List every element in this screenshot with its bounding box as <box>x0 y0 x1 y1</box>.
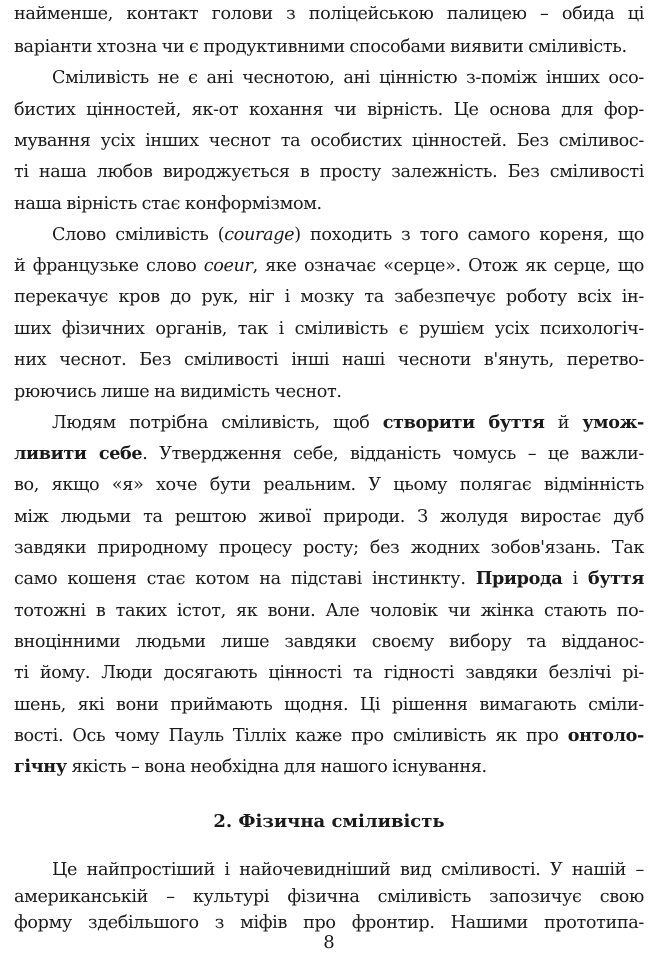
text-run: Людям потрібна сміливість, щоб <box>52 413 383 433</box>
text-line: перекачує кров до рук, ніг і мозку та забезпечує роботу всіх ін- <box>14 287 644 307</box>
text-line <box>52 411 644 435</box>
text-line: мування усіх інших чеснот та особистих цінностей. Без сміливос- <box>14 131 644 151</box>
text-line <box>14 567 644 591</box>
text-run: й французьке слово <box>14 256 204 276</box>
text-run: , яке означає «серце». Отож як серце, що <box>252 256 644 276</box>
text-line: Сміливість не є ані чеснотою, ані цінністю з-поміж інших осо- <box>52 68 644 88</box>
text-line: бистих цінностей, як-от кохання чи вірність. Це основа для фор- <box>14 100 644 120</box>
text-run: вості. Ось чому Пауль Тілліх каже про сміливість як про <box>14 726 568 746</box>
page-number: 8 <box>323 932 335 953</box>
bold-term: гічну <box>14 756 67 777</box>
text-run: і <box>562 569 588 589</box>
text-line: між людьми та рештою живої природи. З жолудя виростає дуб <box>14 507 644 527</box>
italic-term: coeur <box>203 256 253 276</box>
text-line <box>14 724 644 748</box>
bold-term: створити буття <box>382 412 545 433</box>
text-line: завдяки природному процесу росту; без жодних зобов'язань. Так <box>14 538 644 558</box>
bold-term: Природа <box>475 568 563 589</box>
italic-term: courage <box>224 225 295 245</box>
bold-term: онтоло- <box>567 725 644 746</box>
text-line <box>14 254 644 278</box>
text-line: Це найпростіший і найочевидніший вид сміливості. У нашій – <box>52 860 644 880</box>
text-line: ших фізичних органів, так і сміливість є рушієм усіх психологіч- <box>14 319 644 339</box>
text-line: наша вірність стає конформізмом. <box>14 194 322 214</box>
text-line <box>52 223 644 247</box>
section-heading: 2. Фізична сміливість <box>213 811 445 832</box>
text-line <box>14 442 644 466</box>
text-run: якість – вона необхідна для нашого існування. <box>66 757 487 777</box>
text-line: вноцінними людьми лише завдяки своєму вибору та відданос- <box>14 632 644 652</box>
text-run: Слово сміливість ( <box>52 225 225 245</box>
text-line: найменше, контакт голови з поліцейською палицею – обида ці <box>14 4 644 24</box>
text-line: них чеснот. Без сміливості інші наші чесноти в'януть, перетво- <box>14 350 644 370</box>
text-run: й <box>544 413 583 433</box>
text-line <box>14 755 644 779</box>
bold-term: умож- <box>582 412 644 433</box>
text-line: шень, які вони приймають щодня. Ці рішення вимагають сміли- <box>14 695 644 715</box>
bold-term: ливити себе <box>14 443 143 464</box>
text-line: во, якщо «я» хоче бути реальним. У цьому полягає відмінність <box>14 475 644 495</box>
text-line: тотожні в таких істот, як вони. Але чоловік чи жінка стають по- <box>14 601 644 621</box>
text-run: . Утвердження себе, відданість чомусь – це важли- <box>142 444 644 464</box>
text-line: американській – культурі фізична сміливість запозичує свою <box>14 887 644 907</box>
text-run: само кошеня стає котом на підставі інстинкту. <box>14 569 476 589</box>
text-line: форму здебільшого з міфів про фронтир. Нашими прототипа- <box>14 913 644 933</box>
text-run: ) походить з того самого кореня, що <box>294 225 644 245</box>
text-line: ті йому. Люди досягають цінності та гідності завдяки безлічі рі- <box>14 663 644 683</box>
text-line: варіанти хтозна чи є продуктивними способами виявити сміливість. <box>14 37 627 57</box>
text-line: рюючись лише на видимість чеснот. <box>14 382 342 402</box>
text-line: ті наша любов вироджується в просту залежність. Без сміливості <box>14 162 644 182</box>
bold-term: буття <box>587 568 644 589</box>
